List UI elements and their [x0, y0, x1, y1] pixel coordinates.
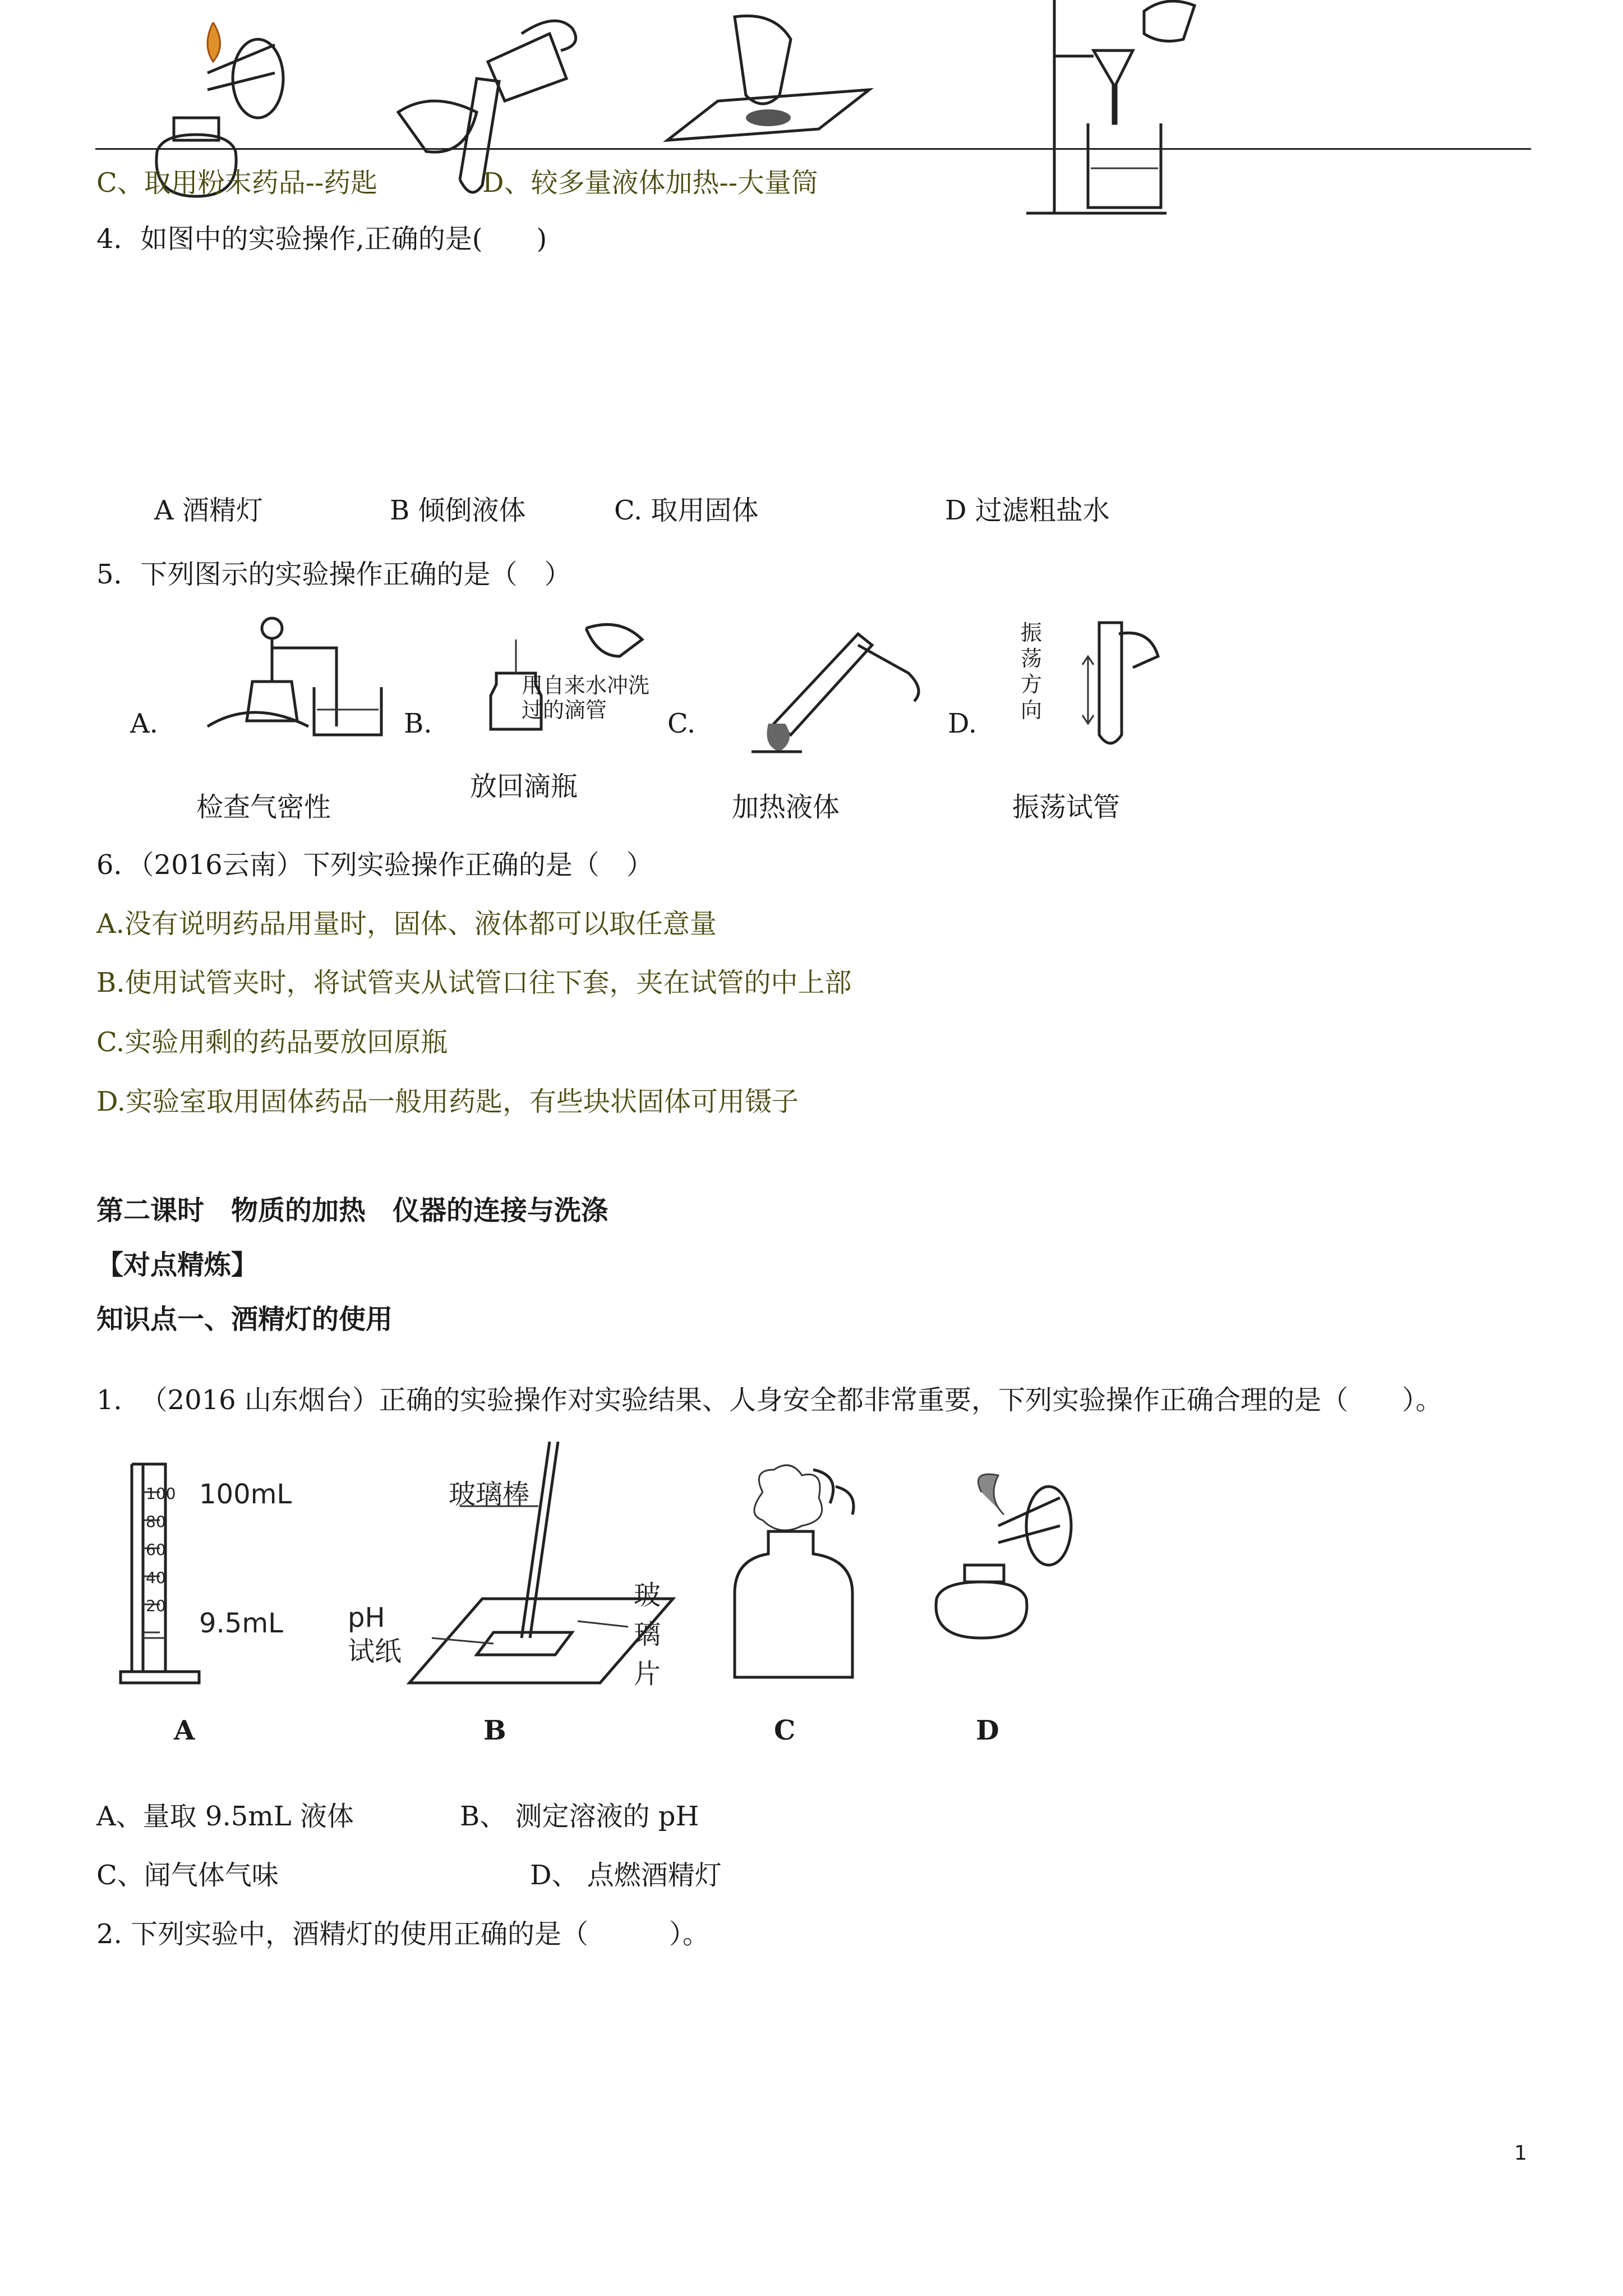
q5-heating-liquid-illustration	[729, 611, 931, 757]
cylinder-tick-80: 80	[146, 1512, 166, 1531]
q4-option-b: B 倾倒液体	[390, 495, 526, 526]
horizontal-rule	[95, 148, 1531, 150]
ph-label: pH	[348, 1602, 385, 1634]
cylinder-tick-60: 60	[146, 1540, 166, 1559]
top-option-c: C、取用粉末药品--药匙	[96, 167, 378, 199]
cylinder-reading-label: 9.5mL	[199, 1608, 283, 1639]
k1-light-lamp-figure	[920, 1470, 1088, 1649]
q5-letter-c: C.	[667, 708, 696, 739]
q5-letter-d: D.	[948, 708, 978, 739]
q6-option-d: D.实验室取用固体药品一般用药匙，有些块状固体可用镊子	[96, 1086, 799, 1117]
rod-label: 玻璃棒	[449, 1479, 530, 1510]
k1-figure-letter-d: D	[976, 1715, 999, 1746]
section-practice: 【对点精炼】	[96, 1249, 259, 1281]
glass-label-3: 片	[634, 1658, 661, 1690]
q5-letter-a: A.	[130, 708, 158, 739]
k1-figure-letter-c: C	[774, 1715, 796, 1746]
glass-label-1: 玻	[634, 1580, 661, 1611]
k2-question: 2. 下列实验中，酒精灯的使用正确的是（ ）。	[96, 1918, 710, 1950]
cylinder-tick-100: 100	[146, 1484, 176, 1503]
top-option-d: D、较多量液体加热--大量筒	[482, 167, 818, 199]
cylinder-tick-20: 20	[146, 1596, 166, 1615]
k1-option-a: A、量取 9.5mL 液体	[96, 1801, 354, 1832]
k1-option-c: C、闻气体气味	[96, 1860, 279, 1891]
filtration-apparatus-illustration	[981, 0, 1251, 224]
q4-option-d: D 过滤粗盐水	[945, 495, 1110, 526]
k1-smell-gas-figure	[729, 1458, 875, 1683]
q5-caption-c: 加热液体	[732, 792, 840, 823]
cylinder-top-label: 100mL	[199, 1479, 292, 1510]
k1-graduated-cylinder-figure	[121, 1458, 311, 1705]
knowledge-point-1: 知识点一、酒精灯的使用	[96, 1304, 393, 1335]
q4-option-c: C. 取用固体	[614, 495, 759, 526]
q5-caption-d: 振荡试管	[1012, 792, 1121, 823]
q5-d-label: 振荡方向	[1021, 620, 1043, 723]
cylinder-tick-40: 40	[146, 1568, 166, 1587]
q6-option-b: B.使用试管夹时，将试管夹从试管口往下套，夹在试管的中上部	[96, 967, 852, 999]
q6-option-c: C.实验用剩的药品要放回原瓶	[96, 1027, 448, 1058]
q5-b-label: 用自来水冲洗过的滴管	[522, 673, 650, 723]
paper-label: 试纸	[348, 1636, 402, 1667]
q5-caption-b: 放回滴瓶	[470, 771, 578, 802]
k1-figure-letter-b: B	[483, 1715, 506, 1746]
glass-label-2: 璃	[634, 1619, 661, 1650]
q4-option-a: A 酒精灯	[154, 495, 263, 526]
section-title: 第二课时 物质的加热 仪器的连接与洗涤	[96, 1195, 608, 1226]
q5-question: 5．下列图示的实验操作正确的是（ ）	[96, 559, 571, 590]
page-number: 1	[1514, 2142, 1527, 2165]
k1-option-d: D、 点燃酒精灯	[530, 1860, 722, 1891]
q5-shaking-tube-illustration	[1066, 611, 1161, 757]
k1-ph-test-figure	[336, 1436, 684, 1694]
k1-figure-letter-a: A	[174, 1715, 195, 1746]
k1-question: 1． （2016 山东烟台）正确的实验操作对实验结果、人身安全都非常重要，下列实验操作正确合理的是（ ）。	[96, 1384, 1442, 1416]
k1-option-b: B、 测定溶液的 pH	[460, 1801, 699, 1832]
q5-letter-b: B.	[404, 708, 432, 739]
q4-question: 4．如图中的实验操作,正确的是( )	[96, 223, 547, 255]
q5-airtightness-illustration	[196, 614, 398, 749]
q6-question: 6．（2016云南）下列实验操作正确的是（ ）	[96, 849, 653, 881]
q5-caption-a: 检查气密性	[196, 792, 331, 823]
q6-option-a: A.没有说明药品用量时，固体、液体都可以取任意量	[96, 908, 717, 940]
